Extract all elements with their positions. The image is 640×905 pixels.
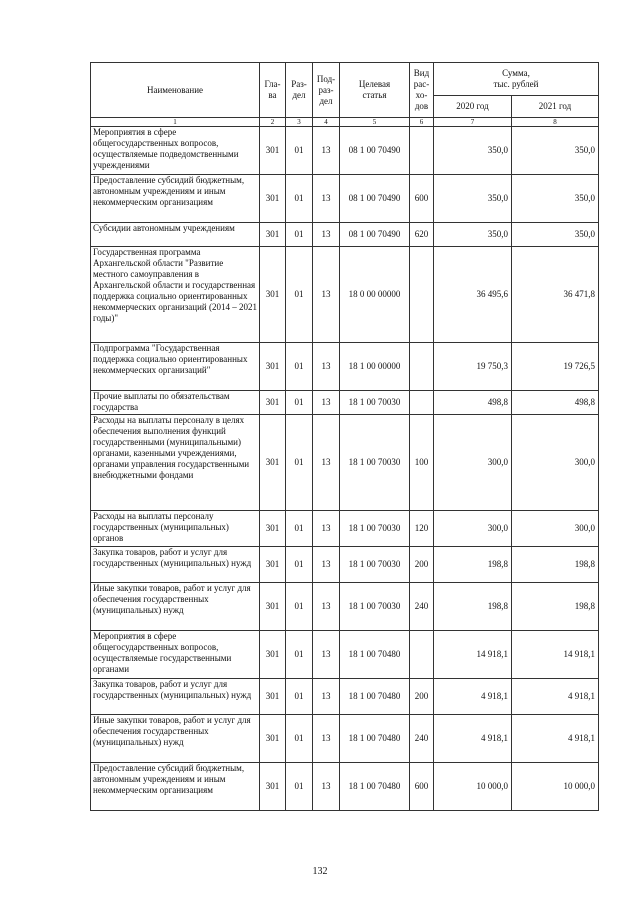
row-podrazdel: 13 [313, 631, 340, 679]
row-expense-type [410, 391, 434, 415]
table-row [91, 391, 599, 415]
column-number: 3 [286, 118, 313, 127]
row-expense-type: 240 [410, 715, 434, 763]
row-sum-2020: 350,0 [434, 175, 512, 223]
row-expense-type [410, 247, 434, 343]
row-expense-type: 200 [410, 547, 434, 583]
row-razdel: 01 [286, 175, 313, 223]
row-target: 08 1 00 70490 [340, 175, 410, 223]
row-sum-2020: 4 918,1 [434, 715, 512, 763]
column-number: 7 [434, 118, 512, 127]
row-glava: 301 [260, 763, 286, 811]
header-target: Целевая статья [340, 63, 410, 118]
column-number: 8 [512, 118, 599, 127]
row-razdel: 01 [286, 223, 313, 247]
table-row [91, 175, 599, 223]
row-name: Закупка товаров, работ и услуг для государственных (муниципальных) нужд [91, 547, 260, 583]
row-razdel: 01 [286, 343, 313, 391]
row-razdel: 01 [286, 583, 313, 631]
row-podrazdel: 13 [313, 415, 340, 511]
row-podrazdel: 13 [313, 763, 340, 811]
row-podrazdel: 13 [313, 223, 340, 247]
row-glava: 301 [260, 631, 286, 679]
header-podrazdel: Под- раз- дел [313, 63, 340, 118]
row-target: 18 1 00 70480 [340, 715, 410, 763]
row-podrazdel: 13 [313, 679, 340, 715]
row-glava: 301 [260, 175, 286, 223]
row-razdel: 01 [286, 547, 313, 583]
header-name: Наименование [91, 63, 260, 118]
page-number: 132 [312, 866, 328, 877]
header-year-2021: 2021 год [512, 96, 599, 118]
row-name: Государственная программа Архангельской области "Развитие местного самоуправления в Архангельской области и государственная поддержка социально ориентированных некоммерческих организаций (2014 – 2021 годы)" [91, 247, 260, 343]
row-expense-type: 120 [410, 511, 434, 547]
header-razdel: Раз- дел [286, 63, 313, 118]
row-name: Иные закупки товаров, работ и услуг для обеспечения государственных (муниципальных) нужд [91, 583, 260, 631]
row-sum-2021: 198,8 [512, 583, 599, 631]
row-razdel: 01 [286, 763, 313, 811]
row-podrazdel: 13 [313, 247, 340, 343]
row-sum-2021: 14 918,1 [512, 631, 599, 679]
row-razdel: 01 [286, 679, 313, 715]
row-target: 18 1 00 70480 [340, 679, 410, 715]
row-sum-2021: 300,0 [512, 511, 599, 547]
row-glava: 301 [260, 343, 286, 391]
row-target: 18 1 00 70480 [340, 631, 410, 679]
row-sum-2021: 4 918,1 [512, 715, 599, 763]
header-sum: Сумма, тыс. рублей [434, 63, 599, 96]
row-name: Закупка товаров, работ и услуг для государственных (муниципальных) нужд [91, 679, 260, 715]
row-razdel: 01 [286, 391, 313, 415]
row-name: Расходы на выплаты персоналу государственных (муниципальных) органов [91, 511, 260, 547]
row-expense-type [410, 631, 434, 679]
row-sum-2020: 300,0 [434, 415, 512, 511]
row-target: 18 0 00 00000 [340, 247, 410, 343]
row-target: 08 1 00 70490 [340, 223, 410, 247]
row-target: 18 1 00 70030 [340, 415, 410, 511]
row-podrazdel: 13 [313, 583, 340, 631]
budget-table [90, 62, 599, 811]
row-target: 18 1 00 70480 [340, 763, 410, 811]
table-row [91, 127, 599, 175]
row-name: Предоставление субсидий бюджетным, автономным учреждениям и иным некоммерческим организациям [91, 763, 260, 811]
table-row [91, 247, 599, 343]
row-razdel: 01 [286, 415, 313, 511]
row-expense-type: 200 [410, 679, 434, 715]
row-sum-2020: 198,8 [434, 547, 512, 583]
row-sum-2021: 300,0 [512, 415, 599, 511]
row-target: 08 1 00 70490 [340, 127, 410, 175]
row-podrazdel: 13 [313, 547, 340, 583]
table-row [91, 763, 599, 811]
row-sum-2020: 36 495,6 [434, 247, 512, 343]
row-sum-2021: 10 000,0 [512, 763, 599, 811]
header-expense-type: Вид рас- хо- дов [410, 63, 434, 118]
header-glava: Гла- ва [260, 63, 286, 118]
row-expense-type: 600 [410, 175, 434, 223]
row-glava: 301 [260, 679, 286, 715]
row-glava: 301 [260, 247, 286, 343]
row-glava: 301 [260, 223, 286, 247]
row-name: Подпрограмма "Государственная поддержка социально ориентированных некоммерческих организаций" [91, 343, 260, 391]
row-glava: 301 [260, 127, 286, 175]
column-number: 5 [340, 118, 410, 127]
row-name: Мероприятия в сфере общегосударственных вопросов, осуществляемые подведомственными учреждениями [91, 127, 260, 175]
table-row [91, 223, 599, 247]
row-podrazdel: 13 [313, 343, 340, 391]
row-sum-2020: 198,8 [434, 583, 512, 631]
row-sum-2020: 4 918,1 [434, 679, 512, 715]
row-target: 18 1 00 70030 [340, 583, 410, 631]
row-name: Прочие выплаты по обязательствам государства [91, 391, 260, 415]
row-podrazdel: 13 [313, 511, 340, 547]
row-glava: 301 [260, 511, 286, 547]
row-glava: 301 [260, 583, 286, 631]
row-sum-2020: 300,0 [434, 511, 512, 547]
row-glava: 301 [260, 415, 286, 511]
row-sum-2020: 350,0 [434, 223, 512, 247]
column-number: 4 [313, 118, 340, 127]
row-sum-2021: 498,8 [512, 391, 599, 415]
row-expense-type: 240 [410, 583, 434, 631]
column-number-row [91, 118, 599, 127]
row-sum-2021: 350,0 [512, 223, 599, 247]
row-razdel: 01 [286, 127, 313, 175]
row-sum-2021: 4 918,1 [512, 679, 599, 715]
row-podrazdel: 13 [313, 127, 340, 175]
column-number: 1 [91, 118, 260, 127]
column-number: 2 [260, 118, 286, 127]
row-sum-2021: 19 726,5 [512, 343, 599, 391]
table-row [91, 415, 599, 511]
row-target: 18 1 00 70030 [340, 511, 410, 547]
row-glava: 301 [260, 715, 286, 763]
row-sum-2021: 350,0 [512, 127, 599, 175]
row-target: 18 1 00 70030 [340, 547, 410, 583]
row-sum-2020: 350,0 [434, 127, 512, 175]
header-year-2020: 2020 год [434, 96, 512, 118]
row-sum-2020: 19 750,3 [434, 343, 512, 391]
column-number: 6 [410, 118, 434, 127]
row-sum-2020: 498,8 [434, 391, 512, 415]
row-expense-type: 100 [410, 415, 434, 511]
row-name: Мероприятия в сфере общегосударственных вопросов, осуществляемые государственными органами [91, 631, 260, 679]
row-name: Предоставление субсидий бюджетным, автономным учреждениям и иным некоммерческим организациям [91, 175, 260, 223]
row-sum-2021: 36 471,8 [512, 247, 599, 343]
row-podrazdel: 13 [313, 715, 340, 763]
table-row [91, 715, 599, 763]
row-glava: 301 [260, 547, 286, 583]
row-razdel: 01 [286, 715, 313, 763]
table-row [91, 631, 599, 679]
row-expense-type: 600 [410, 763, 434, 811]
row-glava: 301 [260, 391, 286, 415]
row-expense-type [410, 343, 434, 391]
row-name: Иные закупки товаров, работ и услуг для обеспечения государственных (муниципальных) нужд [91, 715, 260, 763]
row-razdel: 01 [286, 511, 313, 547]
table-row [91, 511, 599, 547]
table-row [91, 679, 599, 715]
row-razdel: 01 [286, 631, 313, 679]
row-target: 18 1 00 00000 [340, 343, 410, 391]
row-sum-2020: 10 000,0 [434, 763, 512, 811]
table-row [91, 547, 599, 583]
row-sum-2021: 350,0 [512, 175, 599, 223]
row-sum-2021: 198,8 [512, 547, 599, 583]
row-target: 18 1 00 70030 [340, 391, 410, 415]
row-podrazdel: 13 [313, 175, 340, 223]
row-podrazdel: 13 [313, 391, 340, 415]
row-name: Расходы на выплаты персоналу в целях обеспечения выполнения функций государственными (муниципальными) органами, казенными учреждениями, органами управления государственными внебюджетными фондами [91, 415, 260, 511]
table-row [91, 583, 599, 631]
table-row [91, 343, 599, 391]
row-expense-type: 620 [410, 223, 434, 247]
row-expense-type [410, 127, 434, 175]
row-sum-2020: 14 918,1 [434, 631, 512, 679]
row-razdel: 01 [286, 247, 313, 343]
row-name: Субсидии автономным учреждениям [91, 223, 260, 247]
